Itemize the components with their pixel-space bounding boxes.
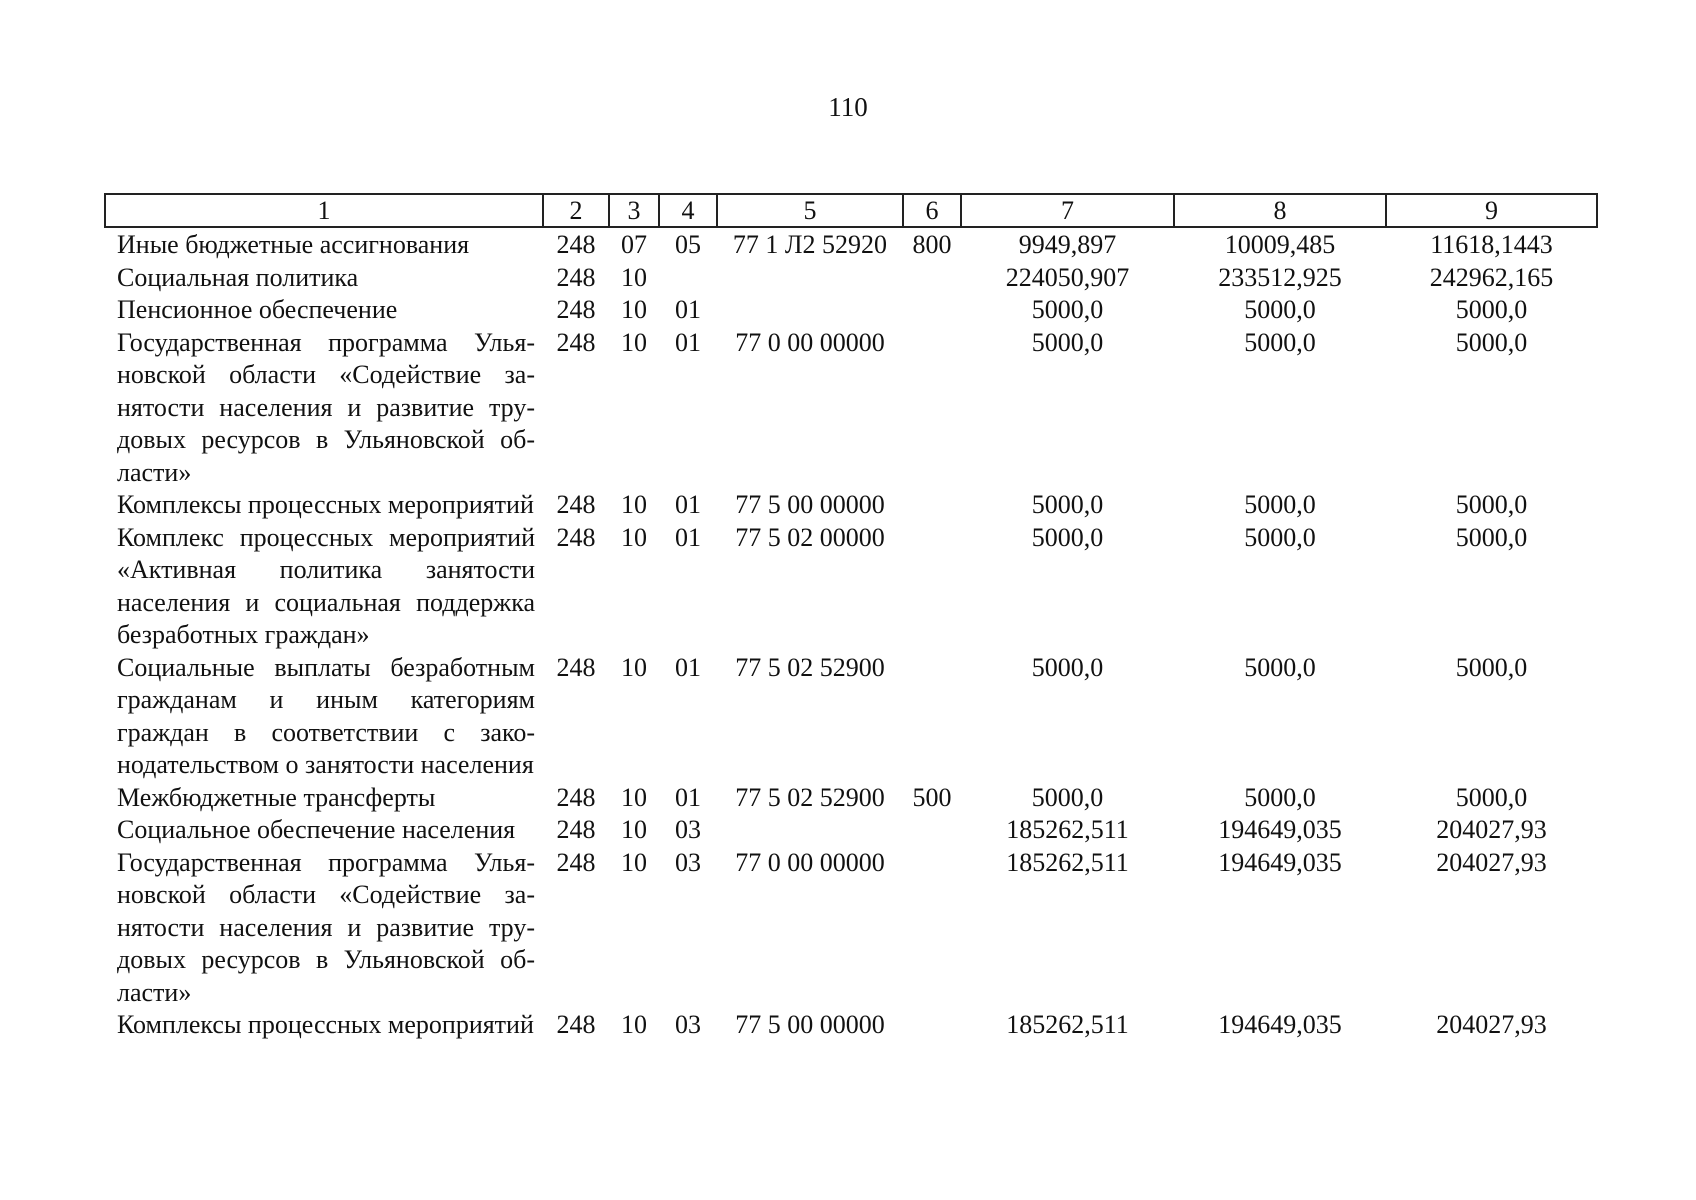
- amount-col-9: 5000,0: [1455, 522, 1528, 552]
- budget-table: [104, 193, 1598, 1042]
- amount-col-7: 5000,0: [1031, 490, 1104, 519]
- expense-type-code: [903, 814, 961, 847]
- table-row: [105, 1009, 1597, 1042]
- row-name: Государственная программа Ульяновской области «Содействие занятости населения и развитие трудовых ресурсов в Ульяновской области»: [117, 847, 535, 1007]
- column-header: 5: [717, 194, 903, 227]
- table-row: [105, 262, 1597, 295]
- amount-col-9: 242962,165: [1429, 262, 1554, 292]
- amount-col-9: 5000,0: [1455, 327, 1528, 357]
- target-article-code: 77 0 00 00000: [735, 327, 885, 357]
- table-body: [105, 227, 1597, 1042]
- subsection-code: 01: [675, 782, 701, 812]
- row-name: Комплекс процессных мероприятий «Активная политика занятости населения и социальная поддержка безработных граждан»: [117, 522, 535, 649]
- column-header: 1: [105, 194, 543, 227]
- section-code: 07: [621, 230, 647, 259]
- amount-col-8: 194649,035: [1218, 815, 1342, 844]
- admin-code: 248: [556, 262, 596, 292]
- subsection-code: 01: [675, 327, 701, 357]
- expense-type-code: [903, 327, 961, 490]
- section-code: 10: [621, 522, 647, 552]
- amount-col-8: 233512,925: [1218, 262, 1342, 292]
- column-header: 7: [961, 194, 1174, 227]
- admin-code: 248: [556, 815, 596, 844]
- target-article-code: [717, 814, 903, 847]
- amount-col-9: 204027,93: [1436, 815, 1547, 844]
- column-header: 4: [659, 194, 717, 227]
- amount-col-7: 9949,897: [1018, 230, 1117, 259]
- subsection-code: 01: [675, 522, 701, 552]
- expense-type-code: [903, 294, 961, 327]
- section-code: 10: [621, 327, 647, 357]
- table-row: [105, 782, 1597, 815]
- amount-col-7: 5000,0: [1031, 295, 1104, 324]
- row-name: Межбюджетные трансферты: [117, 782, 436, 812]
- target-article-code: [717, 294, 903, 327]
- table-header-row: [105, 194, 1597, 227]
- row-name: Комплексы процессных мероприятий: [117, 1010, 534, 1039]
- amount-col-8: 5000,0: [1244, 490, 1316, 519]
- target-article-code: [717, 262, 903, 295]
- admin-code: 248: [556, 847, 596, 877]
- table-row: [105, 327, 1597, 490]
- subsection-code: 03: [675, 847, 701, 877]
- section-code: 10: [621, 652, 647, 682]
- section-code: 10: [621, 262, 647, 292]
- section-code: 10: [621, 1010, 647, 1039]
- column-header: 8: [1174, 194, 1386, 227]
- amount-col-8: 194649,035: [1218, 847, 1342, 877]
- amount-col-9: 5000,0: [1455, 782, 1528, 812]
- expense-type-code: 500: [912, 782, 952, 812]
- section-code: 10: [621, 490, 647, 519]
- amount-col-7: 5000,0: [1031, 652, 1104, 682]
- subsection-code: [659, 262, 717, 295]
- amount-col-9: 11618,1443: [1430, 230, 1553, 259]
- amount-col-9: 5000,0: [1455, 490, 1528, 519]
- row-name: Комплексы процессных мероприятий: [117, 490, 534, 519]
- admin-code: 248: [556, 327, 596, 357]
- subsection-code: 05: [675, 230, 701, 259]
- target-article-code: 77 1 Л2 52920: [732, 230, 888, 259]
- admin-code: 248: [556, 782, 596, 812]
- row-name: Социальные выплаты безработным гражданам и иным категориям граждан в соответствии с законодательством о занятости населения: [117, 652, 535, 779]
- expense-type-code: [903, 262, 961, 295]
- target-article-code: 77 5 02 52900: [735, 782, 885, 812]
- expense-type-code: [903, 489, 961, 522]
- row-name: Социальная политика: [117, 262, 359, 292]
- row-name: Социальное обеспечение населения: [117, 815, 516, 844]
- table-row: [105, 227, 1597, 262]
- table-row: [105, 489, 1597, 522]
- expense-type-code: [903, 1009, 961, 1042]
- row-name: Государственная программа Ульяновской области «Содействие занятости населения и развитие трудовых ресурсов в Ульяновской области»: [117, 327, 535, 487]
- amount-col-9: 204027,93: [1436, 1010, 1547, 1039]
- target-article-code: 77 5 02 52900: [735, 652, 885, 682]
- subsection-code: 03: [675, 1010, 701, 1039]
- amount-col-8: 5000,0: [1244, 295, 1316, 324]
- section-code: 10: [621, 815, 647, 844]
- admin-code: 248: [556, 490, 596, 519]
- row-name: Пенсионное обеспечение: [117, 295, 398, 324]
- admin-code: 248: [556, 295, 596, 324]
- amount-col-7: 185262,511: [1006, 847, 1129, 877]
- column-header: 2: [543, 194, 609, 227]
- amount-col-7: 185262,511: [1006, 815, 1129, 844]
- subsection-code: 01: [675, 652, 701, 682]
- column-header: 9: [1386, 194, 1597, 227]
- target-article-code: 77 0 00 00000: [735, 847, 885, 877]
- target-article-code: 77 5 02 00000: [735, 522, 885, 552]
- expense-type-code: 800: [912, 230, 952, 259]
- expense-type-code: [903, 652, 961, 782]
- table-row: [105, 294, 1597, 327]
- amount-col-9: 5000,0: [1455, 295, 1528, 324]
- amount-col-7: 185262,511: [1006, 1010, 1129, 1039]
- amount-col-8: 5000,0: [1244, 327, 1316, 357]
- admin-code: 248: [556, 652, 596, 682]
- amount-col-9: 5000,0: [1455, 652, 1528, 682]
- admin-code: 248: [556, 230, 596, 259]
- section-code: 10: [621, 782, 647, 812]
- admin-code: 248: [556, 522, 596, 552]
- target-article-code: 77 5 00 00000: [735, 1010, 885, 1039]
- subsection-code: 01: [675, 490, 701, 519]
- amount-col-8: 194649,035: [1218, 1010, 1342, 1039]
- amount-col-8: 5000,0: [1244, 782, 1316, 812]
- column-header: 6: [903, 194, 961, 227]
- table-row: [105, 814, 1597, 847]
- section-code: 10: [621, 295, 647, 324]
- table-row: [105, 652, 1597, 782]
- expense-type-code: [903, 522, 961, 652]
- amount-col-7: 224050,907: [1005, 262, 1130, 292]
- page-number: 110: [828, 92, 868, 122]
- target-article-code: 77 5 00 00000: [735, 490, 885, 519]
- amount-col-8: 5000,0: [1244, 652, 1316, 682]
- subsection-code: 01: [675, 295, 701, 324]
- amount-col-8: 5000,0: [1244, 522, 1316, 552]
- amount-col-9: 204027,93: [1436, 847, 1547, 877]
- admin-code: 248: [556, 1010, 596, 1039]
- table-row: [105, 522, 1597, 652]
- amount-col-7: 5000,0: [1031, 522, 1104, 552]
- amount-col-7: 5000,0: [1031, 782, 1104, 812]
- section-code: 10: [621, 847, 647, 877]
- subsection-code: 03: [675, 815, 701, 844]
- expense-type-code: [903, 847, 961, 1010]
- amount-col-8: 10009,485: [1224, 230, 1336, 259]
- table-row: [105, 847, 1597, 1010]
- column-header: 3: [609, 194, 659, 227]
- row-name: Иные бюджетные ассигнования: [117, 230, 470, 259]
- amount-col-7: 5000,0: [1031, 327, 1104, 357]
